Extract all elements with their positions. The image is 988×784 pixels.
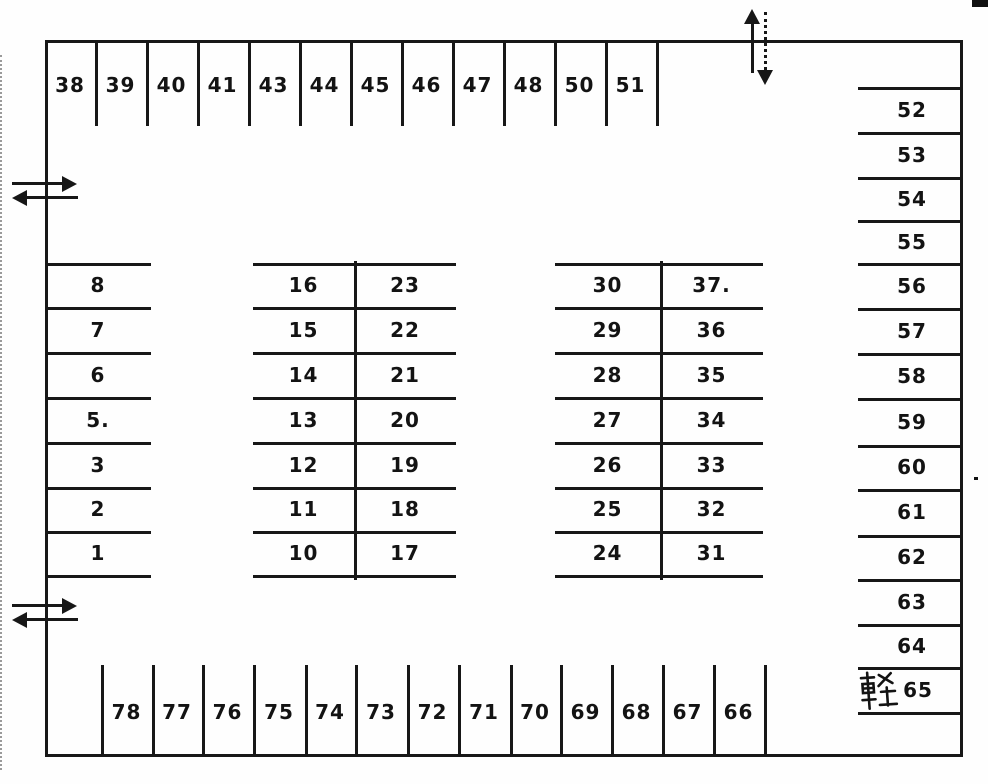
top-up-arrow-line bbox=[751, 21, 754, 73]
space-36: 36 bbox=[696, 317, 727, 342]
space-20: 20 bbox=[390, 407, 420, 432]
space-44: 44 bbox=[309, 73, 340, 97]
left-arrow-icon bbox=[12, 190, 27, 206]
bottom-row-divider bbox=[510, 665, 513, 755]
right-column-line bbox=[858, 489, 963, 492]
space-23: 23 bbox=[390, 273, 420, 297]
space-13: 13 bbox=[288, 407, 319, 432]
right-column-line bbox=[858, 398, 963, 401]
bottom-row-divider bbox=[202, 665, 205, 755]
space-22: 22 bbox=[390, 317, 420, 342]
top-row-divider bbox=[95, 42, 98, 126]
right-arrow-icon bbox=[62, 176, 77, 192]
right-column-line bbox=[858, 220, 963, 223]
space-34: 34 bbox=[696, 407, 727, 432]
space-78: 78 bbox=[111, 700, 142, 724]
bottom-row-divider bbox=[305, 665, 308, 755]
top-row-divider bbox=[350, 42, 353, 126]
space-48: 48 bbox=[513, 73, 544, 97]
gate-in-line bbox=[12, 604, 65, 607]
space-7: 7 bbox=[90, 317, 106, 342]
left-arrow-icon bbox=[12, 612, 27, 628]
space-66: 66 bbox=[723, 700, 754, 724]
space-65: 65 bbox=[903, 677, 933, 702]
top-row-divider bbox=[299, 42, 302, 126]
space-63: 63 bbox=[897, 589, 927, 614]
space-41: 41 bbox=[207, 73, 238, 97]
space-45: 45 bbox=[360, 73, 391, 97]
top-row-divider bbox=[656, 42, 659, 126]
space-10: 10 bbox=[288, 541, 319, 565]
center-right-block-line bbox=[555, 575, 763, 578]
space-31: 31 bbox=[696, 541, 727, 565]
space-17: 17 bbox=[390, 541, 420, 565]
space-72: 72 bbox=[417, 700, 448, 724]
center-right-block-center-divider bbox=[660, 261, 663, 580]
space-57: 57 bbox=[897, 318, 927, 343]
right-column-line bbox=[858, 87, 963, 90]
left-column-line bbox=[45, 531, 151, 534]
space-67: 67 bbox=[672, 700, 703, 724]
left-column-line bbox=[45, 397, 151, 400]
top-row-divider bbox=[146, 42, 149, 126]
bottom-row-divider bbox=[611, 665, 614, 755]
bottom-row-divider bbox=[764, 665, 767, 755]
space-47: 47 bbox=[462, 73, 493, 97]
space-21: 21 bbox=[390, 362, 420, 387]
space-18: 18 bbox=[390, 497, 420, 521]
space-11: 11 bbox=[288, 497, 319, 521]
top-row-divider bbox=[554, 42, 557, 126]
space-30: 30 bbox=[592, 273, 623, 297]
space-74: 74 bbox=[315, 700, 345, 724]
space-51: 51 bbox=[615, 73, 646, 97]
space-33: 33 bbox=[696, 452, 727, 477]
right-column-line bbox=[858, 353, 963, 356]
top-row-divider bbox=[197, 42, 200, 126]
top-row-divider bbox=[503, 42, 506, 126]
space-50: 50 bbox=[564, 73, 595, 97]
space-73: 73 bbox=[366, 700, 396, 724]
down-arrow-dashed-line bbox=[764, 12, 767, 70]
space-25: 25 bbox=[592, 497, 623, 521]
right-column-line bbox=[858, 132, 963, 135]
space-69: 69 bbox=[570, 700, 601, 724]
left-column-line bbox=[45, 307, 151, 310]
right-column-line bbox=[858, 263, 963, 266]
space-15: 15 bbox=[288, 317, 319, 342]
bottom-row-divider bbox=[713, 665, 716, 755]
space-32: 32 bbox=[696, 497, 727, 521]
space-59: 59 bbox=[897, 409, 927, 434]
bottom-row-divider bbox=[152, 665, 155, 755]
left-column-line bbox=[45, 442, 151, 445]
bottom-row-divider bbox=[253, 665, 256, 755]
space-28: 28 bbox=[592, 362, 623, 387]
space-2: 2 bbox=[90, 497, 106, 521]
left-column-line bbox=[45, 575, 151, 578]
space-76: 76 bbox=[212, 700, 243, 724]
space-24: 24 bbox=[592, 541, 623, 565]
top-row-divider bbox=[401, 42, 404, 126]
space-8: 8 bbox=[90, 273, 106, 297]
space-29: 29 bbox=[592, 317, 623, 342]
space-62: 62 bbox=[897, 545, 927, 569]
right-column-line bbox=[858, 177, 963, 180]
center-left-block-center-divider bbox=[354, 261, 357, 580]
right-column-line bbox=[858, 308, 963, 311]
space-71: 71 bbox=[469, 700, 499, 724]
space-75: 75 bbox=[264, 700, 294, 724]
center-right-block-line bbox=[555, 397, 763, 400]
center-right-block-line bbox=[555, 307, 763, 310]
gate-out-line bbox=[26, 196, 78, 199]
space-77: 77 bbox=[162, 700, 192, 724]
space-35: 35 bbox=[696, 362, 727, 387]
top-row-divider bbox=[248, 42, 251, 126]
right-arrow-icon bbox=[62, 598, 77, 614]
bottom-row-divider bbox=[407, 665, 410, 755]
scan-corner-artifact bbox=[972, 0, 988, 7]
space-38: 38 bbox=[55, 73, 85, 97]
space-46: 46 bbox=[411, 73, 442, 97]
right-column-line bbox=[858, 445, 963, 448]
center-right-block-line bbox=[555, 442, 763, 445]
space-1: 1 bbox=[90, 541, 106, 565]
space-56: 56 bbox=[897, 273, 927, 298]
center-right-block-line bbox=[555, 487, 763, 490]
space-58: 58 bbox=[897, 363, 927, 388]
space-27: 27 bbox=[592, 407, 623, 432]
center-right-block-line bbox=[555, 531, 763, 534]
kei-handwritten-icon bbox=[858, 668, 899, 717]
bottom-row-divider bbox=[355, 665, 358, 755]
left-column-line bbox=[45, 487, 151, 490]
left-column-line bbox=[45, 263, 151, 266]
top-row-divider bbox=[605, 42, 608, 126]
space-3: 3 bbox=[90, 452, 106, 477]
down-arrow-icon bbox=[757, 70, 773, 85]
space-14: 14 bbox=[288, 362, 319, 387]
space-16: 16 bbox=[288, 273, 319, 297]
bottom-row-divider bbox=[101, 665, 104, 755]
space-60: 60 bbox=[897, 455, 927, 479]
bottom-row-divider bbox=[458, 665, 461, 755]
up-arrow-icon bbox=[744, 9, 760, 24]
center-right-block-line bbox=[555, 263, 763, 266]
space-52: 52 bbox=[897, 97, 927, 122]
space-43: 43 bbox=[258, 73, 289, 97]
scan-edge-artifact bbox=[0, 55, 2, 770]
space-68: 68 bbox=[621, 700, 652, 724]
scan-speck-artifact bbox=[974, 477, 978, 480]
bottom-row-divider bbox=[662, 665, 665, 755]
border-bottom bbox=[45, 754, 963, 757]
top-row-divider bbox=[452, 42, 455, 126]
space-55: 55 bbox=[897, 229, 927, 254]
space-37: 37. bbox=[692, 273, 731, 297]
right-column-line bbox=[858, 535, 963, 538]
space-26: 26 bbox=[592, 452, 623, 477]
right-column-line bbox=[858, 579, 963, 582]
space-40: 40 bbox=[156, 73, 187, 97]
center-right-block-line bbox=[555, 352, 763, 355]
space-39: 39 bbox=[105, 73, 136, 97]
space-5: 5. bbox=[86, 407, 110, 432]
bottom-row-divider bbox=[560, 665, 563, 755]
space-6: 6 bbox=[90, 362, 106, 387]
space-12: 12 bbox=[288, 452, 319, 477]
space-53: 53 bbox=[897, 142, 927, 167]
right-column-line bbox=[858, 624, 963, 627]
space-61: 61 bbox=[897, 500, 927, 524]
left-column-line bbox=[45, 352, 151, 355]
space-54: 54 bbox=[897, 186, 927, 211]
gate-in-line bbox=[12, 182, 65, 185]
space-70: 70 bbox=[520, 700, 550, 724]
space-19: 19 bbox=[390, 452, 420, 477]
gate-out-line bbox=[26, 618, 78, 621]
space-64: 64 bbox=[897, 633, 927, 658]
